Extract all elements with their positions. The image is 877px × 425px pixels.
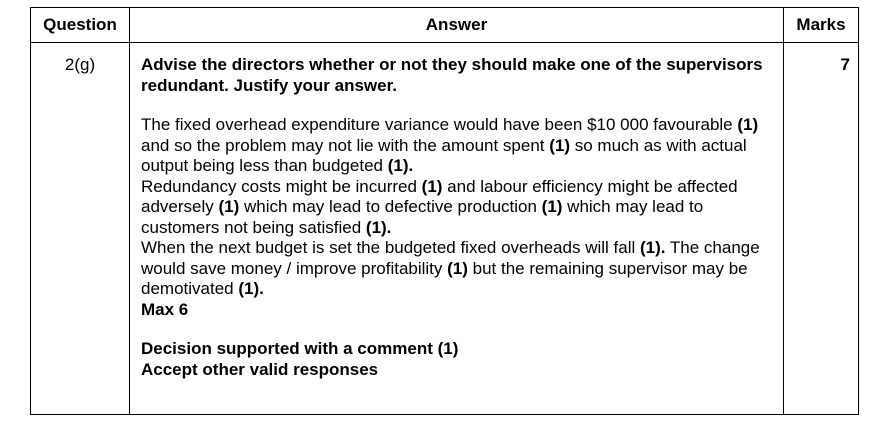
marks-value: 7	[784, 43, 859, 415]
answer-paragraph-3	[141, 238, 775, 300]
decision-note: Decision supported with a comment (1)	[141, 339, 459, 358]
answer-text: which may lead to customers not being satisfied	[141, 197, 704, 237]
answer-paragraph-1	[141, 115, 775, 177]
max-marks-note: Max 6	[141, 299, 189, 319]
mark-indicator: (1)	[549, 135, 571, 155]
mark-indicator: (1).	[365, 217, 392, 237]
answer-paragraph-2	[141, 177, 775, 239]
table-row	[31, 43, 859, 415]
mark-indicator: (1)	[218, 197, 240, 216]
answer-header: Answer	[130, 8, 784, 43]
mark-indicator: (1)	[737, 115, 759, 134]
answer-text: so much as with actual output being less than budgeted	[141, 135, 747, 175]
mark-indicator: (1)	[421, 176, 443, 196]
mark-indicator: (1).	[387, 156, 414, 175]
question-header: Question	[31, 8, 130, 43]
mark-indicator: (1).	[238, 279, 264, 298]
marks-header: Marks	[784, 8, 859, 43]
answer-text: but the remaining supervisor may be demotivated	[141, 258, 748, 298]
answer-cell	[130, 43, 784, 415]
answer-text: and labour efficiency might be affected adversely	[141, 176, 738, 216]
question-prompt: Advise the directors whether or not they should make one of the supervisors redundant. Justify your answer.	[141, 55, 763, 95]
mark-indicator: (1)	[447, 258, 468, 278]
mark-indicator: (1)	[541, 197, 563, 216]
answer-text: Redundancy costs might be incurred	[141, 176, 422, 196]
mark-scheme-table	[30, 7, 859, 415]
header-row	[31, 8, 859, 43]
answer-text: and so the problem may not lie with the amount spent	[141, 135, 550, 155]
answer-text: The fixed overhead expenditure variance would have been $10 000 favourable	[141, 115, 738, 134]
accept-note: Accept other valid responses	[141, 359, 379, 379]
answer-text: When the next budget is set the budgeted fixed overheads will fall	[141, 238, 640, 257]
mark-indicator: (1).	[639, 238, 666, 257]
answer-text: The change would save money / improve profitability	[141, 238, 760, 278]
question-number: 2(g)	[31, 43, 130, 415]
answer-text: which may lead to defective production	[239, 197, 542, 216]
